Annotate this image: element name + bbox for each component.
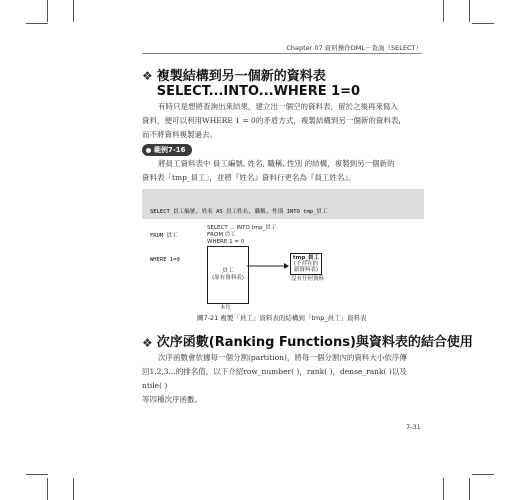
paragraph-line: 回1,2,3...的排名值，以下介紹row_number( )，rank( )，dense_rank( )以及ntile( ) bbox=[142, 367, 407, 390]
example-line: 將員工資料表中 員工編號, 姓名, 職稱, 性別 的結構，複製到另一個新的 bbox=[158, 159, 395, 168]
crop-mark bbox=[443, 478, 444, 500]
figure-caption: 圖7-21 複製「員工」資料表的結構到「tmp_員工」資料表 bbox=[197, 314, 367, 322]
crop-mark bbox=[73, 0, 74, 22]
target-table-note: 新資料表) bbox=[293, 267, 319, 273]
section-subtitle: SELECT...INTO...WHERE 1=0 bbox=[156, 84, 361, 99]
page-number: 7-31 bbox=[406, 423, 421, 431]
section-title: 複製結構到另一個新的資料表 bbox=[156, 69, 326, 84]
crop-mark bbox=[73, 478, 74, 500]
target-table-box bbox=[290, 253, 322, 275]
section-heading bbox=[142, 335, 473, 350]
crop-mark bbox=[472, 23, 494, 24]
source-table-box bbox=[207, 246, 249, 304]
diagram-query-line: FROM 員工 bbox=[207, 232, 236, 238]
crop-mark bbox=[26, 23, 48, 24]
arrow-right-icon bbox=[246, 262, 290, 270]
crop-mark bbox=[47, 0, 48, 22]
diagram-query-line: SELECT ... INTO tmp_員工 bbox=[207, 225, 277, 231]
paragraph-line: 而不將資料複製過去。 bbox=[142, 130, 217, 139]
example-text bbox=[142, 157, 424, 185]
crop-mark bbox=[26, 474, 48, 475]
diamond-bullet-icon: ❖ bbox=[142, 69, 153, 83]
code-line: SELECT 員工編號, 姓名 AS 員工姓名, 職稱, 性別 INTO tmp_員工 bbox=[150, 209, 328, 215]
paragraph-line: 次序函數會依據每一個分割(partition)，將每一個分割內的資料大小依序傳 bbox=[158, 353, 407, 362]
diagram-query-line: WHERE 1 = 0 bbox=[207, 239, 245, 245]
paragraph-line: 有時只是想將查詢出來結果，建立出一個空的資料表，留於之後再來寫入 bbox=[158, 102, 398, 111]
crop-mark bbox=[469, 0, 470, 22]
crop-mark bbox=[47, 478, 48, 500]
header-rule bbox=[142, 53, 422, 54]
target-table-name: tmp_員工 bbox=[292, 255, 320, 261]
target-table-note: (不存在的 bbox=[293, 261, 319, 267]
example-line: 資料表「tmp_員工」，並將『姓名』資料行更名為『員工姓名』。 bbox=[142, 173, 356, 182]
diamond-bullet-icon: ❖ bbox=[142, 335, 153, 350]
paragraph bbox=[142, 100, 424, 142]
code-line: FROM 員工 bbox=[150, 233, 178, 239]
target-note: 沒有任何資料 bbox=[291, 276, 325, 282]
source-note: 本位 bbox=[220, 305, 232, 311]
code-line: WHERE 1=0 bbox=[150, 257, 180, 263]
example-badge bbox=[142, 144, 192, 156]
bullet-dot-icon bbox=[146, 148, 151, 153]
source-table-name: 員工 bbox=[222, 268, 234, 274]
source-table-note: (原有資料表) bbox=[212, 275, 244, 281]
example-label: 範例7-16 bbox=[154, 146, 186, 154]
crop-mark bbox=[443, 0, 444, 22]
paragraph-line: 資料，便可以利用WHERE 1 = 0的矛盾方式，複製結構到另一個新的資料表， bbox=[142, 116, 406, 125]
section-title: 次序函數(Ranking Functions)與資料表的結合使用 bbox=[156, 335, 473, 350]
crop-mark bbox=[472, 474, 494, 475]
section-heading bbox=[142, 69, 360, 99]
paragraph bbox=[142, 351, 424, 407]
running-header: Chapter 07 資料操作DML－查詢（SELECT） bbox=[286, 44, 422, 52]
crop-mark bbox=[469, 478, 470, 500]
paragraph-line: 等四種次序函數。 bbox=[142, 395, 202, 404]
diagram-query bbox=[207, 225, 276, 246]
